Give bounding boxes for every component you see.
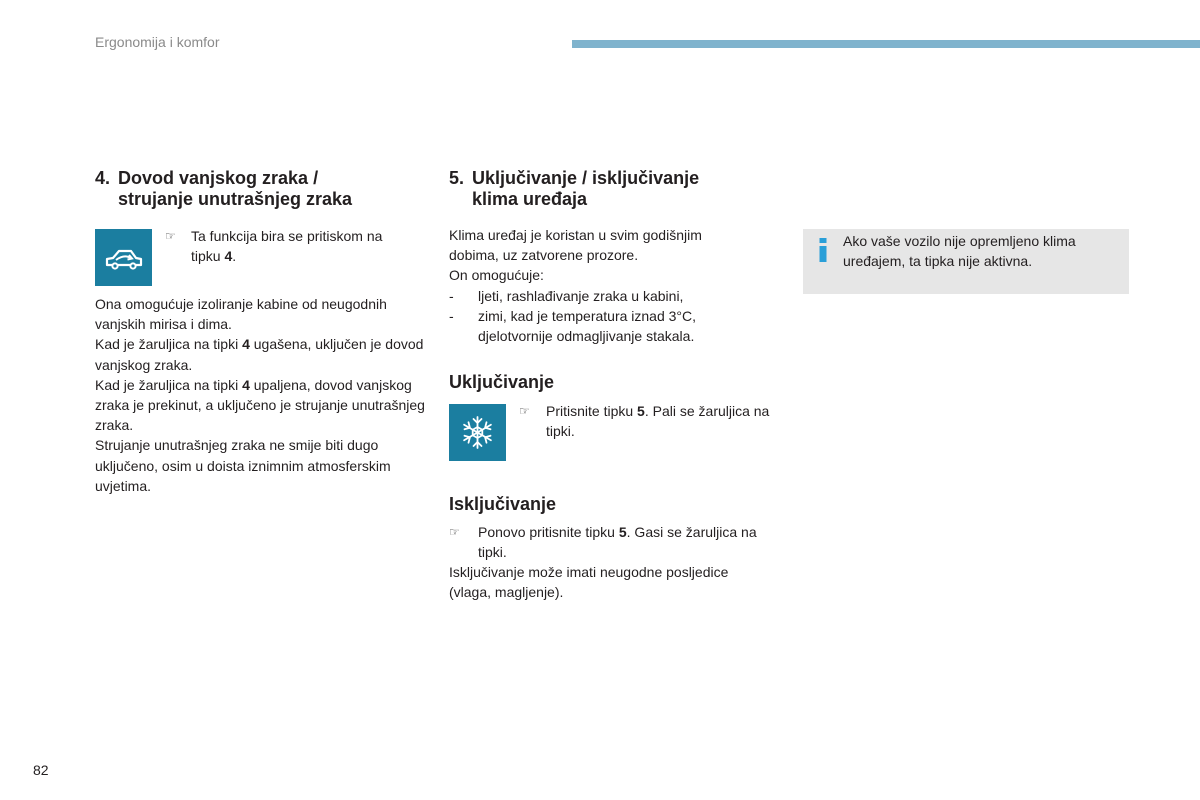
car-air-recirculation-icon — [95, 229, 152, 286]
section-4-body — [95, 294, 425, 496]
section-5-allows: On omogućuje: — [449, 267, 544, 284]
switch-off-note: Isključivanje može imati neugodne posljedice (vlaga, magljenje). — [449, 564, 729, 601]
section-4-paragraph-2: Kad je žaruljica na tipki 4 ugašena, uključen je dovod vanjskog zraka. — [95, 336, 424, 373]
section-5-intro — [449, 225, 749, 346]
section-4-number: 4. — [95, 168, 111, 188]
section-5-number: 5. — [449, 168, 465, 188]
switch-on-heading: Uključivanje — [449, 372, 555, 392]
info-box — [803, 229, 1129, 294]
section-4-bullet — [165, 226, 410, 266]
switch-off-bullet-text: Ponovo pritisnite tipku 5. Gasi se žaruljica na tipki. — [478, 524, 757, 561]
list-item: - zimi, kad je temperatura iznad 3°C, djelotvornije odmagljivanje stakala. — [449, 307, 697, 345]
section-5-title-line2: klima uređaja — [472, 189, 588, 209]
snowflake-icon — [449, 404, 506, 461]
section-4-title-line1: Dovod vanjskog zraka / — [118, 168, 319, 188]
section-5-title-line1: Uključivanje / isključivanje — [472, 168, 700, 188]
switch-off-heading: Isključivanje — [449, 494, 557, 514]
section-5-heading — [449, 168, 779, 210]
list-item: - ljeti, rashlađivanje zraka u kabini, — [449, 287, 684, 304]
section-4-heading — [95, 168, 425, 210]
section-4-title-line2: strujanje unutrašnjeg zraka — [118, 189, 353, 209]
section-5-intro-text: Klima uređaj je koristan u svim godišnjim dobima, uz zatvorene prozore. — [449, 227, 702, 264]
header-accent-bar — [572, 40, 1200, 48]
switch-on-bullet-text: Pritisnite tipku 5. Pali se žaruljica na tipki. — [546, 403, 770, 440]
section-4-bullet-text: Ta funkcija bira se pritiskom na tipku 4. — [191, 228, 383, 265]
section-4 — [95, 168, 425, 210]
section-4-paragraph-3: Kad je žaruljica na tipki 4 upaljena, dovod vanjskog zraka je prekinut, a uključeno je strujanje unutrašnjeg zraka. — [95, 376, 425, 434]
pointing-hand-icon: ☞ — [449, 525, 460, 539]
info-text: Ako vaše vozilo nije opremljeno klima uređajem, ta tipka nije aktivna. — [843, 233, 1076, 270]
section-4-paragraph-1: Ona omogućuje izoliranje kabine od neugodnih vanjskih mirisa i dima. — [95, 296, 387, 333]
switch-off-bullet — [449, 522, 779, 562]
section-title: Ergonomija i komfor — [95, 34, 220, 50]
section-4-paragraph-4: Strujanje unutrašnjeg zraka ne smije biti dugo uključeno, osim u doista iznimnim atmosferskim uvjetima. — [95, 437, 391, 494]
switch-on-bullet — [519, 401, 779, 441]
section-5 — [449, 168, 779, 210]
pointing-hand-icon: ☞ — [519, 404, 530, 418]
page-number: 82 — [33, 762, 49, 778]
pointing-hand-icon: ☞ — [165, 229, 176, 243]
info-icon — [817, 238, 829, 262]
